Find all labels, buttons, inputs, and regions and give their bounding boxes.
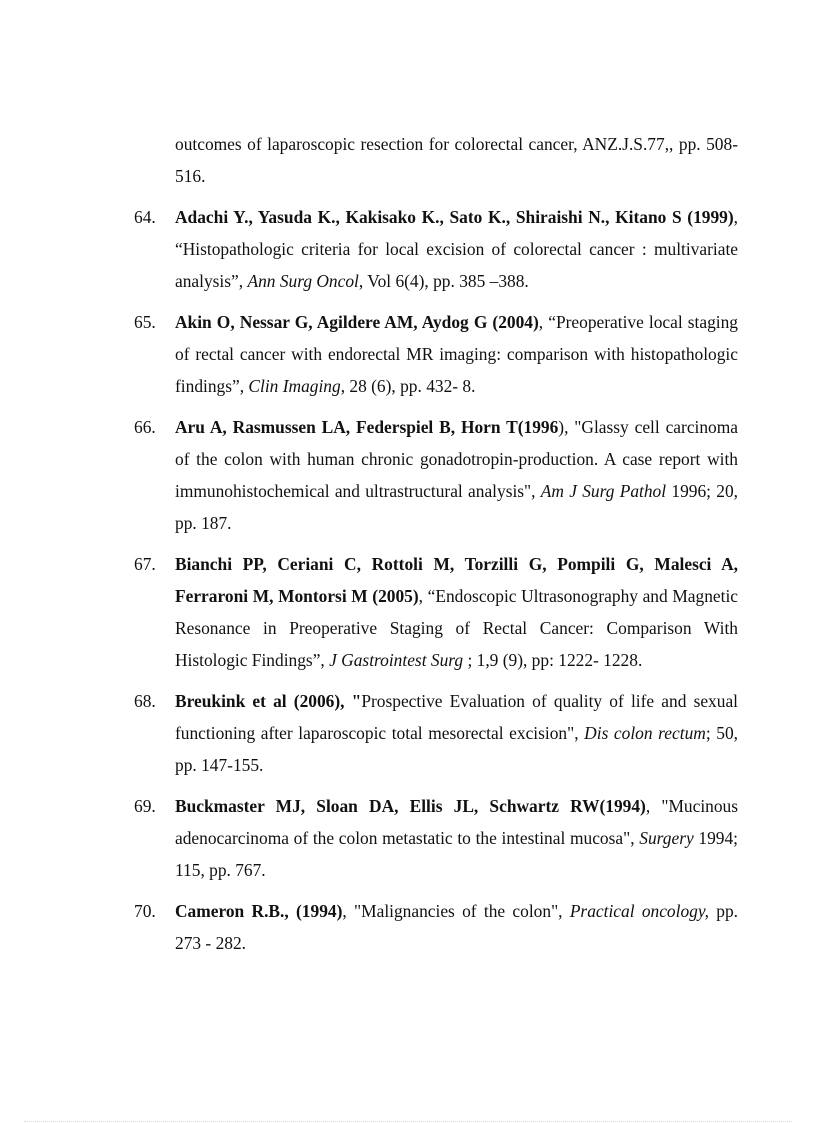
reference-title: ), "Glassy cell carcinoma of the colon with human chronic gonadotropin-production. A case report with immunohistochemical and ultrastructural analysis",	[175, 417, 739, 501]
reference-authors: Akin O, Nessar G, Agildere AM, Aydog G (2004)	[175, 312, 539, 332]
reference-number: 67.	[134, 554, 156, 574]
reference-item-continued	[134, 128, 738, 192]
reference-journal: Dis colon rectum	[584, 723, 706, 743]
reference-list	[134, 128, 738, 968]
reference-title: , “Endoscopic Ultrasonography and Magnetic Resonance in Preoperative Staging of Rectal Cancer: Comparison With Histologic Findings”,	[175, 586, 738, 670]
reference-item-65	[134, 306, 738, 402]
reference-details: pp. 273 - 282.	[175, 901, 739, 953]
reference-details: 1996; 20, pp. 187.	[175, 481, 738, 533]
reference-number: 66.	[134, 417, 156, 437]
reference-item-70	[134, 895, 738, 959]
reference-number: 64.	[134, 207, 156, 227]
reference-item-64	[134, 201, 738, 297]
reference-item-66	[134, 411, 738, 539]
reference-journal: Ann Surg Oncol	[247, 271, 359, 291]
reference-authors: Breukink et al (2006), "	[175, 691, 362, 711]
reference-details: , Vol 6(4), pp. 385 –388.	[358, 271, 529, 291]
reference-authors: Bianchi PP, Ceriani C, Rottoli M, Torzilli G, Pompili G, Malesci A, Ferraroni M, Montorsi M (2005)	[175, 554, 738, 606]
reference-journal: Surgery	[639, 828, 694, 848]
reference-details: , 28 (6), pp. 432- 8.	[340, 376, 476, 396]
reference-journal: Clin Imaging	[248, 376, 341, 396]
reference-title: , "Malignancies of the colon",	[342, 901, 570, 921]
reference-title: , "Mucinous adenocarcinoma of the colon metastatic to the intestinal mucosa",	[175, 796, 739, 848]
reference-number: 68.	[134, 691, 156, 711]
reference-item-67	[134, 548, 738, 676]
reference-number: 69.	[134, 796, 156, 816]
reference-authors: Aru A, Rasmussen LA, Federspiel B, Horn T(1996	[175, 417, 559, 437]
reference-authors: Adachi Y., Yasuda K., Kakisako K., Sato K., Shiraishi N., Kitano S (1999)	[175, 207, 734, 227]
reference-details: ; 50, pp. 147-155.	[175, 723, 739, 775]
reference-number: 65.	[134, 312, 156, 332]
reference-journal: Am J Surg Pathol	[540, 481, 667, 501]
reference-title: Prospective Evaluation of quality of life and sexual functioning after laparoscopic total mesorectal excision",	[175, 691, 739, 743]
reference-number: 70.	[134, 901, 156, 921]
reference-details: 1994; 115, pp. 767.	[175, 828, 739, 880]
reference-authors: Cameron R.B., (1994)	[175, 901, 343, 921]
reference-details: ; 1,9 (9), pp: 1222- 1228.	[463, 650, 643, 670]
reference-title: , “Preoperative local staging of rectal cancer with endorectal MR imaging: comparison with histopathologic findings”,	[175, 312, 738, 396]
page-bottom-divider	[24, 1121, 792, 1122]
reference-item-69	[134, 790, 738, 886]
reference-title: , “Histopathologic criteria for local excision of colorectal cancer : multivariate analysis”,	[175, 207, 738, 291]
reference-title: outcomes of laparoscopic resection for colorectal cancer, ANZ.J.S.77,, pp. 508-516.	[175, 134, 738, 186]
reference-journal: Practical oncology,	[569, 901, 709, 921]
reference-journal: J Gastrointest Surg	[329, 650, 464, 670]
reference-authors: Buckmaster MJ, Sloan DA, Ellis JL, Schwartz RW(1994)	[175, 796, 646, 816]
reference-item-68	[134, 685, 738, 781]
